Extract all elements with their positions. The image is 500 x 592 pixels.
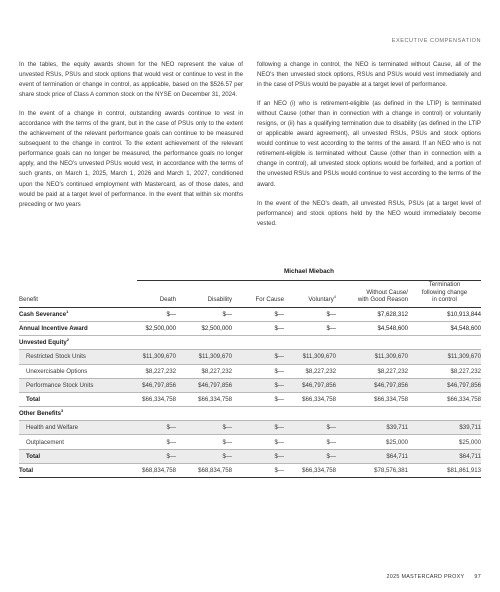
cell-change-in-control: $46,797,856 bbox=[408, 378, 481, 392]
paragraph: In the tables, the equity awards shown for the NEO represent the value of unvested RSUs, PSUs and stock options that would vest or continue to vest in the event of termination or change in control, as applicable, based on the $526.57 per share stock price of Class A common stock on the NYSE on December 31, 2024. bbox=[19, 61, 243, 99]
table-row bbox=[19, 321, 481, 335]
cell-voluntary: $— bbox=[326, 310, 336, 318]
col-header-voluntary bbox=[284, 281, 336, 307]
col-header-without-cause bbox=[333, 281, 408, 307]
cell-for-cause: $— bbox=[274, 396, 284, 403]
row-label: Performance Stock Units bbox=[19, 378, 123, 392]
table-section-row bbox=[19, 407, 481, 421]
cell-change-in-control: $8,227,232 bbox=[450, 367, 481, 375]
cell-disability: $— bbox=[176, 421, 232, 435]
table-subtotal-row bbox=[19, 449, 481, 463]
cell-death: $— bbox=[166, 438, 176, 446]
col-header-change-in-control bbox=[408, 281, 481, 307]
cell-disability: $46,797,856 bbox=[176, 378, 232, 392]
without-cause-line2: with Good Reason bbox=[357, 296, 408, 304]
section-label: Other Benefits$^3$ bbox=[19, 408, 64, 418]
cell-voluntary: $— bbox=[326, 325, 336, 333]
cell-voluntary: $66,334,758 bbox=[302, 396, 336, 403]
cell-without-cause: $7,628,312 bbox=[377, 310, 408, 318]
cell-voluntary: $66,334,758 bbox=[302, 466, 336, 474]
table-section-row bbox=[19, 336, 481, 350]
row-label: Unexercisable Options bbox=[26, 367, 88, 375]
cell-without-cause: $25,000 bbox=[385, 438, 408, 446]
cell-for-cause: $— bbox=[274, 367, 284, 375]
cell-change-in-control: $39,711 bbox=[408, 421, 481, 435]
page-footer bbox=[386, 574, 481, 580]
cell-disability: $8,227,232 bbox=[201, 367, 232, 375]
row-label: Health and Welfare bbox=[19, 421, 123, 435]
cell-death: $— bbox=[166, 310, 176, 318]
cell-for-cause: $— bbox=[232, 378, 284, 392]
cell-disability: $— bbox=[222, 310, 232, 318]
cell-change-in-control: $66,334,758 bbox=[447, 396, 481, 403]
row-label: Restricted Stock Units bbox=[19, 350, 123, 364]
paragraph: In the event of a change in control, outstanding awards continue to vest in accordance with the terms of the grant, but in the case of PSUs only to the extent the achievement of the relevant performance goals can continue to be measured subsequent to the change in control. To the extent achievement of the relevant performance goals can no longer be measured, the performance goals no longer apply, and the NEO's unvested PSUs would vest, in accordance with the terms of such grants, on March 1, 2025, March 1, 2026 and March 1, 2027, conditioned upon the NEO's continued employment with Mastercard, as of those dates, and would be paid at a target level of performance. In the event that within six months preceding or two years bbox=[19, 110, 243, 208]
cell-for-cause: $— bbox=[274, 325, 284, 333]
cell-change-in-control: $64,711 bbox=[408, 449, 481, 463]
col-header-benefit: Benefit bbox=[19, 296, 38, 304]
cell-death: $2,500,000 bbox=[145, 325, 176, 333]
cell-voluntary: $8,227,232 bbox=[305, 367, 336, 375]
cell-without-cause: $4,548,600 bbox=[377, 325, 408, 333]
cell-for-cause: $— bbox=[232, 449, 284, 463]
cell-death: $68,834,758 bbox=[142, 466, 176, 474]
cell-change-in-control: $25,000 bbox=[458, 438, 481, 446]
cell-without-cause: $39,711 bbox=[336, 421, 408, 435]
table-subtotal-row bbox=[19, 392, 481, 406]
cell-death: $11,309,670 bbox=[123, 350, 176, 364]
table-header-row bbox=[19, 281, 481, 307]
section-label: Unvested Equity$^2$ bbox=[19, 337, 69, 347]
cell-death: $— bbox=[123, 449, 176, 463]
cell-death: $— bbox=[123, 421, 176, 435]
table-body bbox=[19, 307, 481, 477]
cell-voluntary: $— bbox=[326, 438, 336, 446]
row-label: Total bbox=[19, 466, 34, 474]
cell-for-cause: $— bbox=[232, 421, 284, 435]
paragraph: following a change in control, the NEO is terminated without Cause, all of the NEO's then unvested stock options, RSUs and PSUs would vest immediately and in the case of PSUs would be payable at a target level of performance. bbox=[257, 61, 481, 89]
paragraph: If an NEO (i) who is retirement-eligible (as defined in the LTIP) is terminated without Cause (other than in connection with a change in control) or voluntarily resigns, or (ii) has a qualifying termination due to disability (as defined in the LTIP or applicable award agreement), all unvested RSUs, PSUs and stock options would continue to vest according to the terms of the award. If an NEO who is not retirement-eligible is terminated without Cause (other than in connection with a change in control), all unvested stock options would be forfeited, and a portion of the unvested RSUs and PSUs would continue to vest according to the terms of the award. bbox=[257, 100, 481, 188]
cell-disability: $66,334,758 bbox=[198, 396, 232, 403]
cell-without-cause: $46,797,856 bbox=[336, 378, 408, 392]
table-row bbox=[19, 421, 481, 435]
section-header: EXECUTIVE COMPENSATION bbox=[391, 38, 481, 44]
cell-death: $66,334,758 bbox=[142, 396, 176, 403]
cell-disability: $68,834,758 bbox=[198, 466, 232, 474]
cell-death: $46,797,856 bbox=[123, 378, 176, 392]
table-row bbox=[19, 364, 481, 378]
row-label: Total bbox=[19, 449, 123, 463]
cell-voluntary: $— bbox=[284, 449, 336, 463]
table-row bbox=[19, 350, 481, 364]
voluntary-label: Voluntary bbox=[308, 296, 334, 304]
termination-line2: following change bbox=[421, 288, 468, 296]
cell-change-in-control: $81,861,913 bbox=[447, 466, 481, 474]
termination-benefits-table bbox=[19, 268, 481, 478]
cell-for-cause: $— bbox=[274, 438, 284, 446]
left-text-column bbox=[19, 60, 243, 219]
paragraph: In the event of the NEO's death, all unvested RSUs, PSUs (at a target level of performance) and stock options held by the NEO would immediately become vested. bbox=[257, 199, 481, 227]
col-header-death: Death bbox=[159, 296, 176, 304]
cell-for-cause: $— bbox=[232, 350, 284, 364]
cell-for-cause: $— bbox=[274, 310, 284, 318]
table-total-row bbox=[19, 463, 481, 477]
cell-change-in-control: $10,913,844 bbox=[447, 310, 481, 318]
cell-disability: $— bbox=[176, 449, 232, 463]
termination-line3: in control bbox=[432, 296, 457, 304]
cell-without-cause: $8,227,232 bbox=[377, 367, 408, 375]
table-row bbox=[19, 435, 481, 449]
table-row bbox=[19, 378, 481, 392]
without-cause-line1: Without Cause/ bbox=[366, 288, 408, 296]
cell-voluntary: $11,309,670 bbox=[284, 350, 336, 364]
cell-without-cause: $78,576,381 bbox=[374, 466, 408, 474]
row-label: Annual Incentive Award bbox=[19, 325, 88, 333]
footer-doc-title: 2025 MASTERCARD PROXY bbox=[386, 574, 465, 580]
cell-change-in-control: $11,309,670 bbox=[408, 350, 481, 364]
row-label: Outplacement bbox=[26, 438, 64, 446]
cell-for-cause: $— bbox=[274, 466, 284, 474]
cell-death: $8,227,232 bbox=[145, 367, 176, 375]
cell-voluntary: $— bbox=[284, 421, 336, 435]
cell-without-cause: $66,334,758 bbox=[374, 396, 408, 403]
col-header-disability: Disability bbox=[207, 296, 232, 304]
cell-disability: $— bbox=[222, 438, 232, 446]
right-text-column bbox=[257, 60, 481, 238]
table-row bbox=[19, 307, 481, 321]
cell-disability: $2,500,000 bbox=[201, 325, 232, 333]
cell-disability: $11,309,670 bbox=[176, 350, 232, 364]
benefits-table bbox=[19, 281, 481, 478]
cell-without-cause: $64,711 bbox=[336, 449, 408, 463]
cell-change-in-control: $4,548,600 bbox=[450, 325, 481, 333]
termination-line1: Termination bbox=[428, 281, 461, 288]
cell-voluntary: $46,797,856 bbox=[284, 378, 336, 392]
footnote-marker: 4 bbox=[333, 294, 336, 300]
table-title: Michael Miebach bbox=[137, 268, 481, 281]
cell-without-cause: $11,309,670 bbox=[336, 350, 408, 364]
row-label: Cash Severance$^1$ bbox=[19, 308, 69, 318]
row-label: Total bbox=[26, 396, 41, 403]
col-header-for-cause: For Cause bbox=[255, 296, 284, 304]
page-number: 97 bbox=[474, 574, 481, 580]
